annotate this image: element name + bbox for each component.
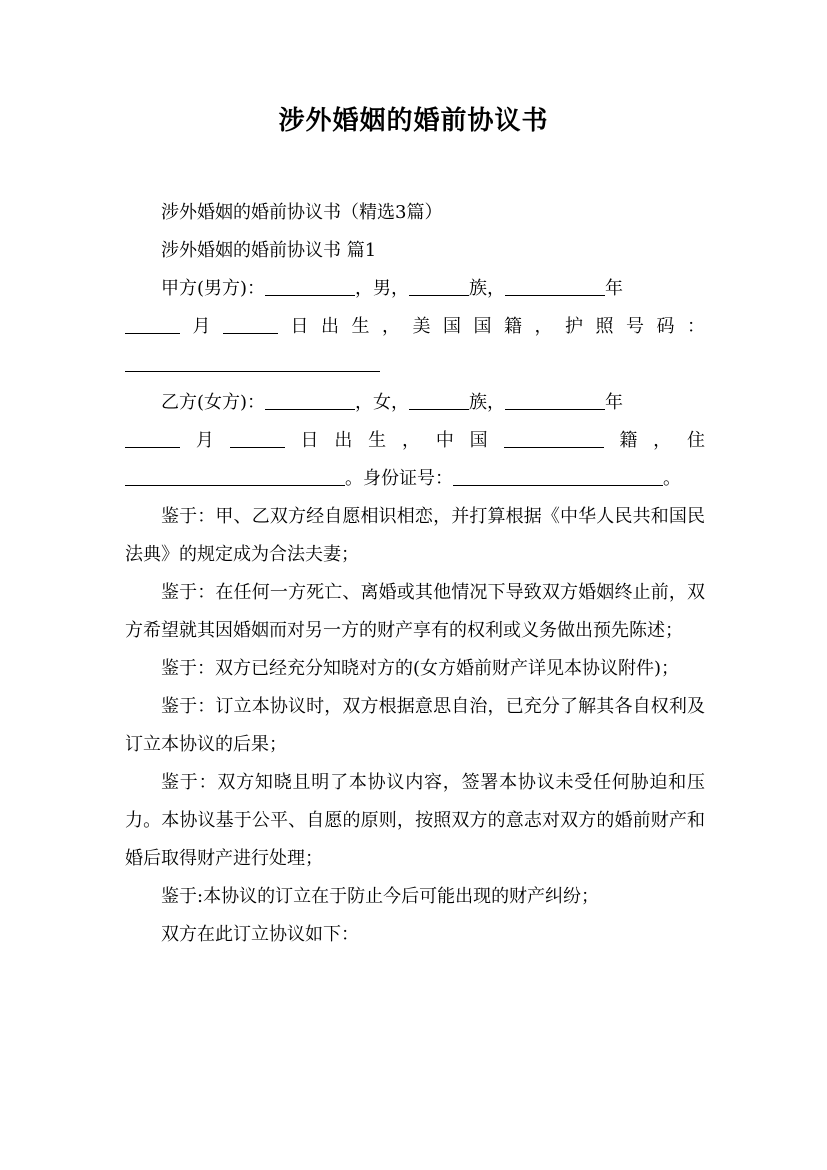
party-a-gender: ，男， xyxy=(355,278,410,299)
party-b-month-blank xyxy=(125,429,180,448)
section-heading: 涉外婚姻的婚前协议书 篇1 xyxy=(161,240,377,261)
clause-paragraph: 鉴于：订立本协议时，双方根据意思自治，已充分了解其各自权利及订立本协议的后果； xyxy=(125,696,705,755)
party-a-ethnicity-blank xyxy=(409,277,469,296)
party-b-ethnicity-blank xyxy=(409,391,469,410)
party-a-day-blank xyxy=(223,315,278,334)
party-a-month-blank xyxy=(125,315,180,334)
party-a-day-birth: 日出生，美国国籍，护照号码： xyxy=(278,316,705,337)
party-b-end: 。 xyxy=(663,468,681,489)
party-a-paragraph-line2 xyxy=(125,308,705,346)
party-b-address-blank xyxy=(125,467,345,486)
party-b-year-blank xyxy=(505,391,605,410)
party-b-month: 月 xyxy=(180,430,230,451)
party-b-gender: ，女， xyxy=(355,392,410,413)
party-b-ethnicity: 族， xyxy=(469,392,506,413)
party-b-id-label: 。身份证号： xyxy=(345,468,453,489)
party-b-id-blank xyxy=(453,467,663,486)
party-a-year-blank xyxy=(505,277,605,296)
document-subtitle: 涉外婚姻的婚前协议书（精选3篇） xyxy=(161,202,443,223)
clause-paragraph: 鉴于：在任何一方死亡、离婚或其他情况下导致双方婚姻终止前，双方希望就其因婚姻而对另一方的财产享有的权利或义务做出预先陈述； xyxy=(125,582,705,641)
party-b-year: 年 xyxy=(605,392,624,413)
party-b-label: 乙方(女方)： xyxy=(161,392,266,413)
party-a-year: 年 xyxy=(605,278,624,299)
party-a-paragraph xyxy=(125,270,705,308)
document-body xyxy=(125,194,705,954)
clause-paragraph: 鉴于:本协议的订立在于防止今后可能出现的财产纠纷； xyxy=(161,886,600,907)
party-b-day-blank xyxy=(230,429,285,448)
clause-paragraph: 鉴于：双方知晓且明了本协议内容，签署本协议未受任何胁迫和压力。本协议基于公平、自愿的原则，按照双方的意志对双方的婚前财产和婚后取得财产进行处理； xyxy=(125,772,705,869)
party-b-paragraph-line2 xyxy=(125,422,705,460)
party-b-paragraph-line3 xyxy=(125,460,705,498)
party-b-paragraph xyxy=(125,384,705,422)
document-title: 涉外婚姻的婚前协议书 xyxy=(278,106,549,136)
party-a-passport-blank xyxy=(125,353,380,372)
clause-paragraph: 鉴于：甲、乙双方经自愿相识相恋，并打算根据《中华人民共和国民法典》的规定成为合法夫妻； xyxy=(125,506,705,565)
party-b-name-blank xyxy=(265,391,355,410)
party-a-label: 甲方(男方)： xyxy=(161,278,266,299)
party-b-native-blank xyxy=(504,429,604,448)
party-a-month: 月 xyxy=(180,316,223,337)
party-b-native: 籍，住 xyxy=(603,430,706,451)
clause-paragraph: 双方在此订立协议如下： xyxy=(161,924,359,945)
party-b-day-birth: 日出生，中国 xyxy=(284,430,504,451)
party-a-paragraph-line3 xyxy=(125,346,705,384)
clause-paragraph: 鉴于：双方已经充分知晓对方的(女方婚前财产详见本协议附件)； xyxy=(161,658,680,679)
party-a-name-blank xyxy=(265,277,355,296)
party-a-ethnicity: 族， xyxy=(469,278,506,299)
